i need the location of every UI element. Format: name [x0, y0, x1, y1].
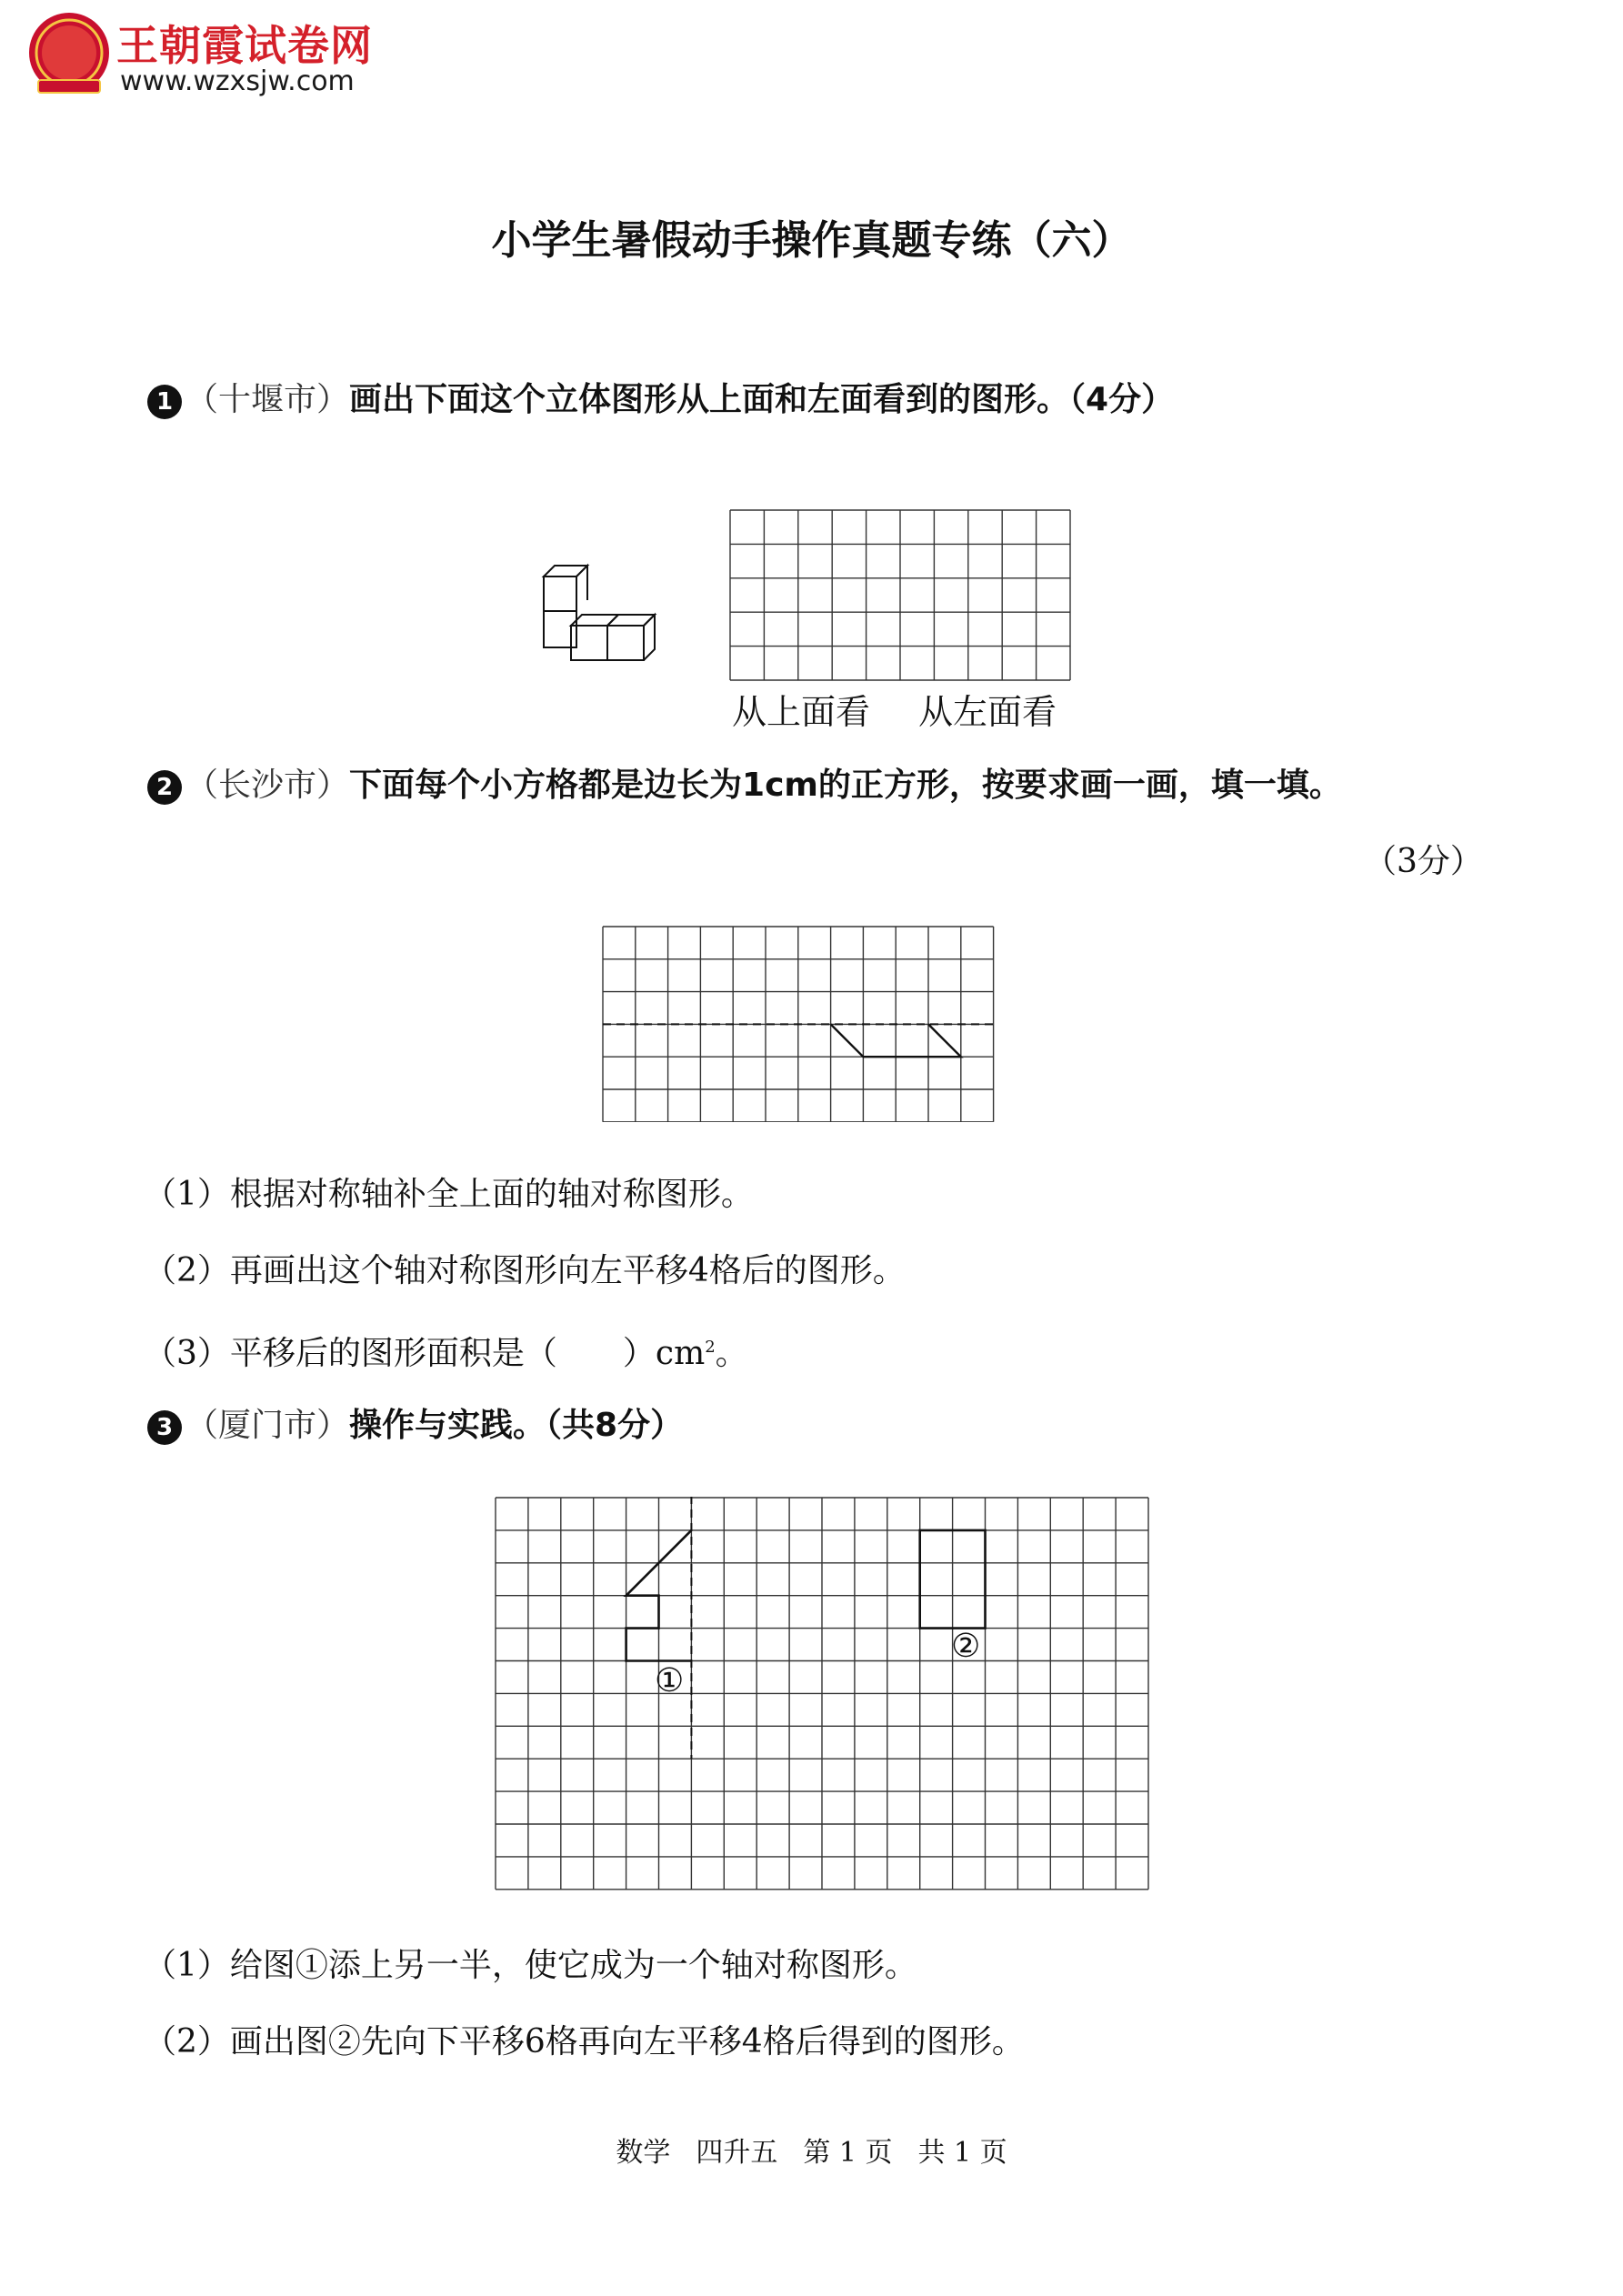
- answer-grid-2: [602, 926, 998, 1122]
- question-text: 画出下面这个立体图形从上面和左面看到的图形。（4分）: [349, 381, 1175, 418]
- page-footer: [0, 2130, 1623, 2170]
- footer-page: 第 1 页: [803, 2137, 893, 2169]
- question-text: 操作与实践。（共8分）: [349, 1407, 684, 1444]
- caption-left-view: 从左面看: [918, 692, 1057, 732]
- site-logo: [25, 9, 407, 109]
- sub-question-1: （1）根据对称轴补全上面的轴对称图形。: [144, 1176, 754, 1213]
- sub-question-1: （1）给图①添上另一半，使它成为一个轴对称图形。: [144, 1947, 917, 1984]
- question-3: [147, 1404, 683, 1448]
- question-number-1: 1: [147, 385, 182, 419]
- sub-question-3-end: 。: [715, 1335, 748, 1372]
- figure-label-2: ②: [951, 1628, 981, 1665]
- page-title: 小学生暑假动手操作真题专练（六）: [491, 217, 1132, 264]
- footer-subject: 数学: [616, 2137, 671, 2169]
- sub-question-2: （2）画出图②先向下平移6格再向左平移4格后得到的图形。: [144, 2023, 1025, 2060]
- sub-question-3-text: （3）平移后的图形面积是（ ）cm: [144, 1335, 706, 1372]
- question-number-2: 2: [147, 770, 182, 805]
- answer-grid-1: [729, 509, 1073, 682]
- question-source: （十堰市）: [185, 381, 350, 418]
- sub-question-3: [144, 1326, 748, 1376]
- footer-total: 共 1 页: [917, 2137, 1007, 2169]
- answer-grid-3: [495, 1497, 1149, 1893]
- site-url[interactable]: www.wzxsjw.com: [120, 65, 355, 97]
- cube-figure: [538, 558, 684, 664]
- question-number-3: 3: [147, 1410, 182, 1445]
- question-source: （厦门市）: [185, 1407, 350, 1444]
- question-1: [147, 378, 1174, 422]
- question-score: （3分）: [1364, 843, 1483, 880]
- caption-top-view: 从上面看: [732, 692, 871, 732]
- footer-grade: 四升五: [696, 2137, 778, 2169]
- question-source: （长沙市）: [185, 767, 350, 804]
- unit-exponent: 2: [705, 1338, 716, 1357]
- seal-icon: [25, 9, 113, 100]
- question-text: 下面每个小方格都是边长为1cm的正方形，按要求画一画，填一填。: [349, 767, 1342, 804]
- grid-3-lines: [496, 1498, 1148, 1890]
- grid-1-lines: [730, 510, 1070, 680]
- figure-label-1: ①: [655, 1662, 685, 1699]
- brand-name: 王朝霞试卷网: [116, 21, 373, 70]
- sub-question-2: （2）再画出这个轴对称图形向左平移4格后的图形。: [144, 1252, 906, 1289]
- question-2: [147, 764, 1342, 807]
